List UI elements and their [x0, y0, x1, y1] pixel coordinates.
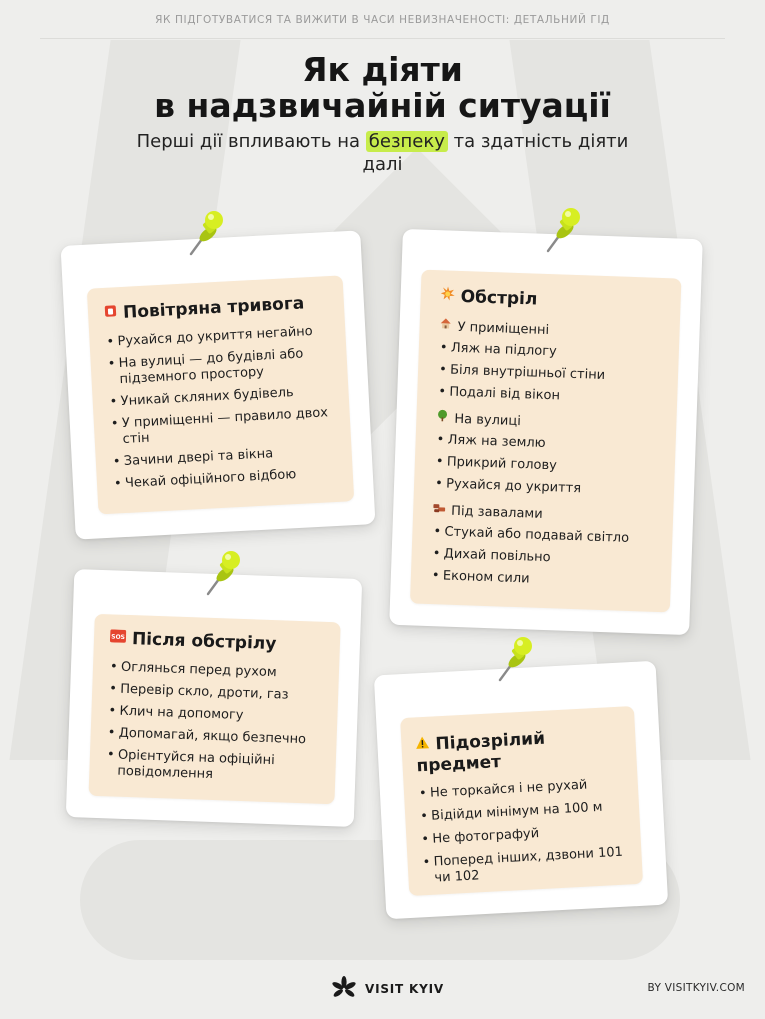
title-line-1: Як діяти: [302, 50, 463, 89]
pushpin-icon: [183, 208, 229, 260]
title-line-2: в надзвичайній ситуації: [154, 86, 611, 125]
guide-title: ЯК ПІДГОТУВАТИСЯ ТА ВИЖИТИ В ЧАСИ НЕВИЗНАЧЕНОСТІ: ДЕТАЛЬНИЙ ГІД: [155, 14, 610, 26]
siren-icon: [104, 304, 118, 325]
list-item: • Зачини двері та вікна: [112, 443, 345, 471]
card-after-shelling: [66, 569, 362, 827]
card-shelling: [389, 229, 703, 635]
subtitle-highlight: безпеку: [366, 131, 448, 152]
card-after-shelling-content: [89, 614, 341, 804]
byline-link[interactable]: BY VISITKYIV.COM: [647, 982, 745, 994]
air-raid-list: [105, 323, 345, 493]
card-suspicious-object: [374, 661, 668, 919]
suspicious-object-list: [418, 775, 639, 887]
list-item: • Не торкайся і не рухай: [418, 775, 635, 802]
card-air-raid-title: Повітряна тривога: [104, 292, 337, 325]
card-air-raid-content: [87, 275, 354, 514]
list-item: • Біля внутрішньої стіни: [438, 362, 670, 386]
logo-text: VISIT KYIV: [365, 982, 444, 996]
divider: [40, 38, 725, 39]
list-item: • Допомагай, якщо безпечно: [106, 725, 330, 749]
card-suspicious-object-content: [400, 706, 643, 896]
house-icon: [439, 317, 452, 334]
list-item: • Ляж на підлогу: [439, 340, 671, 364]
footer-logo[interactable]: [331, 976, 444, 1002]
list-item: • Рухайся до укриття: [434, 476, 666, 500]
page-subtitle: [120, 130, 645, 176]
list-item: • У приміщенні — правило двох стін: [110, 405, 343, 449]
list-item: • Чекай офіційного відбою: [113, 464, 346, 492]
list-item: • Поперед інших, дзвони 101 чи 102: [421, 844, 638, 887]
list-item: • Економ сили: [431, 568, 663, 592]
shelling-outdoor-label: На вулиці: [436, 409, 668, 435]
card-suspicious-object-title: Підозрілий предмет: [416, 728, 546, 777]
list-item: • Стукай або подавай світло: [432, 524, 664, 548]
list-item: • Прикрий голову: [435, 454, 667, 478]
list-item: • На вулиці — до будівлі або підземного простору: [106, 345, 339, 389]
svg-text:SOS: SOS: [111, 633, 126, 642]
warning-icon: [415, 736, 430, 757]
card-shelling-title: Обстріл: [440, 286, 673, 315]
shelling-rubble-label: Під завалами: [433, 501, 665, 527]
list-item: • Орієнтуйся на офіційні повідомлення: [105, 747, 330, 787]
card-after-shelling-title: SOS Після обстрілу: [111, 629, 277, 655]
tree-icon: [436, 409, 449, 426]
list-item: • Дихай повільно: [431, 546, 663, 570]
pushpin-icon: [492, 634, 538, 686]
shelling-outdoor-list: [434, 432, 668, 500]
list-item: • Ляж на землю: [435, 432, 667, 456]
page-title: [0, 52, 765, 124]
list-item: • Огляньcя перед рухом: [109, 659, 333, 683]
after-shelling-list: [105, 659, 333, 787]
list-item: • Відійди мінімум на 100 м: [419, 798, 636, 825]
list-item: • Подалі від вікон: [437, 384, 669, 408]
sos-icon: [110, 629, 127, 650]
chestnut-leaf-icon: [331, 976, 357, 1002]
card-air-raid: [61, 230, 376, 539]
shelling-rubble-list: [431, 524, 665, 592]
card-shelling-content: [410, 270, 681, 613]
list-item: • Уникай скляних будівель: [108, 383, 341, 411]
list-item: • Перевір скло, дроти, газ: [108, 681, 332, 705]
list-item: • Рухайся до укриття негайно: [105, 323, 338, 351]
pushpin-icon: [200, 548, 246, 600]
subtitle-before: Перші дії впливають на: [136, 131, 361, 152]
list-item: • Не фотографуй: [420, 821, 637, 848]
subtitle-after: та здатність діяти далі: [362, 131, 629, 175]
pushpin-icon: [540, 205, 586, 257]
list-item: • Клич на допомогу: [107, 703, 331, 727]
explosion-icon: [440, 286, 455, 307]
shelling-indoor-label: У приміщенні: [439, 317, 671, 343]
shelling-indoor-list: [437, 340, 671, 408]
bricks-icon: [433, 501, 446, 518]
